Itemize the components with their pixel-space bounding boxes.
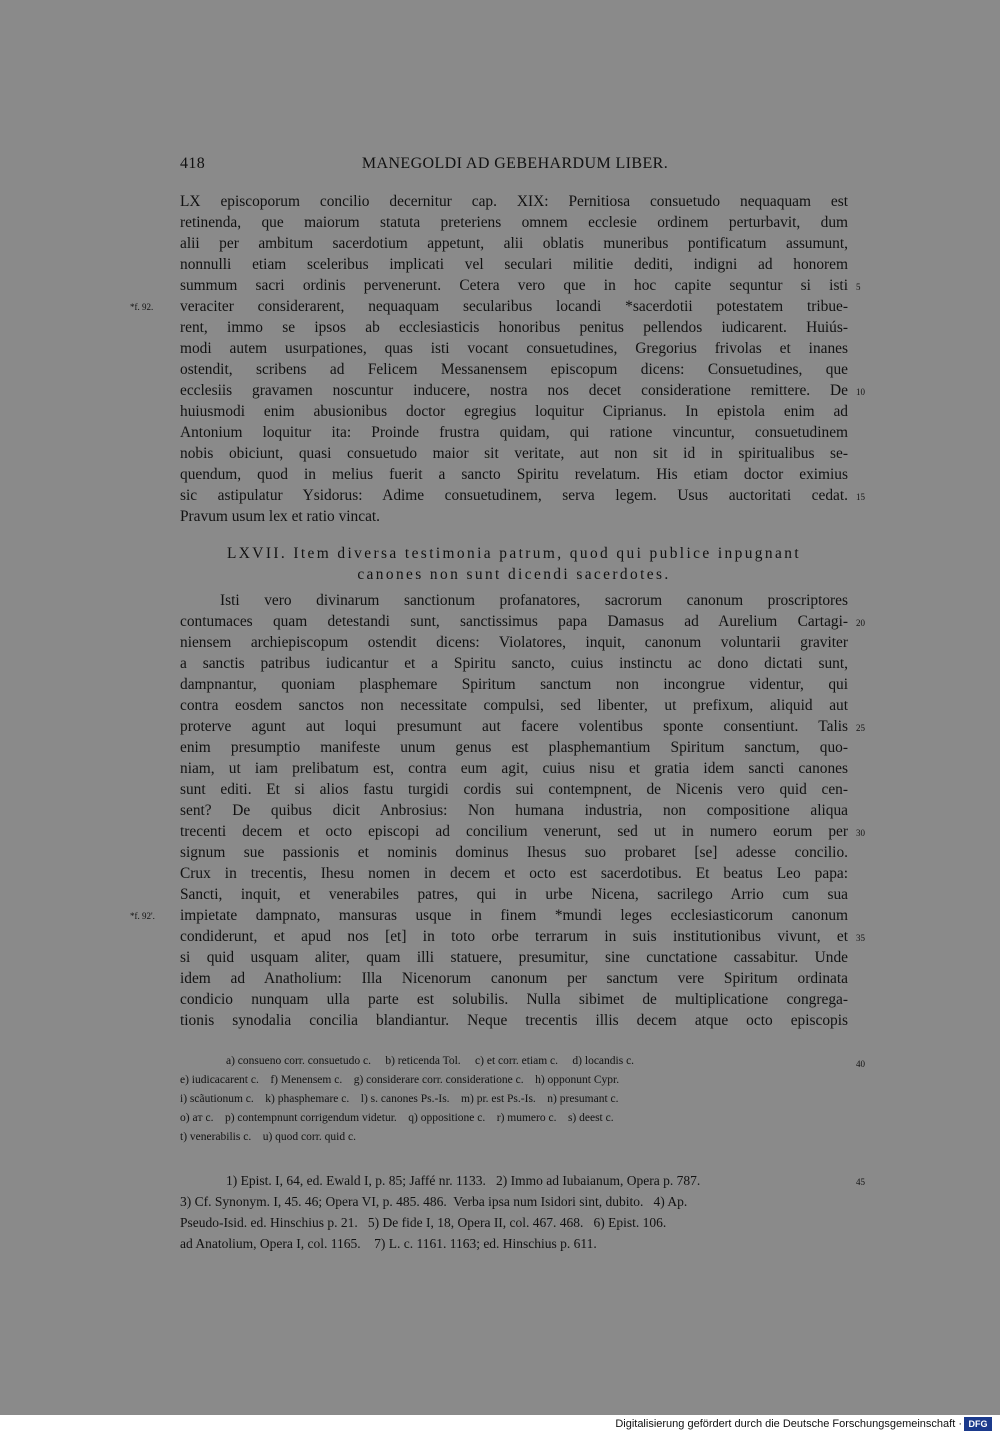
apparatus-line: e) iudicacarent c. f) Menensem c. g) considerare corr. consideratione c. h) opponunt Cypr. <box>180 1074 620 1086</box>
text-line: impietate dampnato, mansuras usque in finem *mundi leges ecclesiasticorum canonum <box>180 907 848 924</box>
running-title: MANEGOLDI AD GEBEHARDUM LIBER. <box>361 155 669 172</box>
line-number: 10 <box>856 387 865 397</box>
text-line: nonnulli etiam sceleribus implicati vel seculari militie dediti, indigni ad honorem <box>180 256 848 273</box>
text-line: contra eosdem sanctos non necessitate compulsi, sed libenter, ut prefixum, aliquid aut <box>180 697 848 714</box>
line-number: 45 <box>856 1177 865 1187</box>
text-line: huiusmodi enim abusionibus doctor egregius loquitur Ciprianus. In epistola enim ad <box>180 403 848 420</box>
text-line: enim presumptio manifeste unum genus est plasphemantium Spiritum sanctum, quo- <box>180 739 848 756</box>
chapter-heading-line: canones non sunt dicendi sacerdotes. <box>357 566 671 583</box>
folio-marker: *f. 92. <box>130 302 154 312</box>
text-line: Crux in trecentis, Ihesu nomen in decem et octo est sacerdotibus. Et beatus Leo papa: <box>180 865 848 882</box>
line-number: 20 <box>856 618 865 628</box>
apparatus-line: t) venerabilis c. u) quod corr. quid c. <box>180 1131 356 1143</box>
text-line: retinenda, que maiorum statuta preteriens omnem ecclesie ordinem perturbavit, dum <box>180 214 848 231</box>
text-line: Isti vero divinarum sanctionum profanatores, sacrorum canonum proscriptores <box>220 592 848 609</box>
text-line: tionis synodalia concilia blandiantur. Neque trecentis illis decem atque octo episcopis <box>180 1012 848 1029</box>
line-number: 15 <box>856 492 865 502</box>
text-line: dampnantur, quoniam plasphemare Spiritum sanctum non incongrue videntur, qui <box>180 676 848 693</box>
dfg-logo: DFG <box>964 1417 992 1431</box>
text-line: proterve agunt aut loqui presumunt aut facere volentibus sponte consentiunt. Talis <box>180 718 848 735</box>
text-line: idem ad Anatholium: Illa Nicenorum canonum per sanctum vere Spiritum ordinata <box>180 970 848 987</box>
text-line: veraciter considerarent, nequaquam secularibus locandi *sacerdotii potestatem tribue- <box>180 298 848 315</box>
apparatus-line: i) scãutionum c. k) phasphemare c. l) s. canones Ps.-Is. m) pr. est Ps.-Is. n) presumant c. <box>180 1093 619 1105</box>
footer-bar <box>0 1415 1000 1434</box>
apparatus-line: a) consueno corr. consuetudo c. b) reticenda Tol. c) et corr. etiam c. d) locandis c. <box>226 1055 635 1067</box>
text-line: rent, immo se ipsos ab ecclesiasticis honoribus penitus pellendos iudicarent. Huiús- <box>180 319 848 336</box>
text-line: Antonium loquitur ita: Proinde frustra quidam, qui ratione vincuntur, consuetudinem <box>180 424 848 441</box>
text-line: sent? De quibus dicit Anbrosius: Non humana industria, non compositione aliqua <box>180 802 848 819</box>
text-line: niensem archiepiscopum ostendit dicens: Violatores, inquit, canonum voluntarii graviter <box>180 634 848 651</box>
note-line: ad Anatolium, Opera I, col. 1165. 7) L. c. 1161. 1163; ed. Hinschius p. 611. <box>180 1236 597 1251</box>
text-line: condicio nunquam ulla parte est solubilis. Nulla sibimet de multiplicatione congrega- <box>180 991 848 1008</box>
text-line: condiderunt, et apud nos [et] in toto orbe terrarum in suis institutionibus vivunt, et <box>180 928 848 945</box>
line-number: 5 <box>856 282 861 292</box>
chapter-heading-line: LXVII. Item diversa testimonia patrum, quod qui publice inpugnant <box>226 545 802 562</box>
text-line: niam, ut iam prelibatum est, contra eum agit, cuius nisu et gratia idem sancti canones <box>180 760 848 777</box>
text-line: Pravum usum lex et ratio vincat. <box>180 508 381 525</box>
line-number: 40 <box>856 1059 865 1069</box>
line-number: 35 <box>856 933 865 943</box>
text-line: nobis obiciunt, quasi consuetudo maior sit veritate, aut non sit id in spiritualibus se- <box>180 445 848 462</box>
text-line: alii per ambitum sacerdotium appetunt, alii oblatis muneribus pontificatum assumunt, <box>180 235 848 252</box>
text-line: signum sue passionis et nominis dominus Ihesus suo probaret [se] adesse concilio. <box>180 844 848 861</box>
text-line: sic astipulatur Ysidorus: Adime consuetudinem, serva legem. Usus auctoritati cedat. <box>180 487 848 504</box>
line-number: 25 <box>856 723 865 733</box>
funding-credit: Digitalisierung gefördert durch die Deutsche Forschungsgemeinschaft · <box>615 1418 962 1430</box>
folio-marker: *f. 92'. <box>130 911 155 921</box>
text-line: contumaces quam detestandi sunt, sanctissimus papa Damasus ad Aurelium Cartagi- <box>180 613 848 630</box>
note-line: Pseudo-Isid. ed. Hinschius p. 21. 5) De fide I, 18, Opera II, col. 467. 468. 6) Epist. 106. <box>180 1215 667 1230</box>
text-line: a sanctis patribus iudicantur et a Spiritu sancto, cuius instinctu ac dono dictati sunt, <box>180 655 848 672</box>
text-line: modi autem usurpationes, quas isti vocant consuetudines, Gregorius frivolas et inanes <box>180 340 848 357</box>
note-line: 3) Cf. Synonym. I, 45. 46; Opera VI, p. 485. 486. Verba ipsa num Isidori sint, dubito. 4) Ap. <box>180 1194 688 1209</box>
page-header <box>180 155 850 179</box>
text-line: sunt editi. Et si alios fastu turgidi cordis sui contempnent, de Nicenis vero quid cen- <box>180 781 848 798</box>
text-line: ostendit, scribens ad Felicem Messanensem episcopum dicens: Consuetudines, que <box>180 361 848 378</box>
text-line: Sancti, inquit, et venerabiles patres, qui in urbe Nicena, sacrilego Arrio cum sua <box>180 886 848 903</box>
text-line: si quid usquam aliter, quam illi statuere, presumitur, sine cunctatione cassabitur. Unde <box>180 949 848 966</box>
text-line: summum sacri ordinis pervenerunt. Cetera vero que in hoc capite sequntur si isti <box>180 277 848 294</box>
text-line: ecclesiis gravamen noscuntur inducere, nostra nos decet consideratione remittere. De <box>180 382 848 399</box>
apparatus-line: o) aт c. p) contempnunt corrigendum videtur. q) oppositione c. r) mumero c. s) deest c. <box>180 1112 614 1124</box>
note-line: 1) Epist. I, 64, ed. Ewald I, p. 85; Jaffé nr. 1133. 2) Immo ad Iubaianum, Opera p. 787. <box>226 1173 701 1188</box>
page-number: 418 <box>180 155 206 172</box>
text-line: trecenti decem et octo episcopi ad concilium venerunt, sed ut in numero eorum per <box>180 823 848 840</box>
text-line: LX episcoporum concilio decernitur cap. XIX: Pernitiosa consuetudo nequaquam est <box>180 193 848 210</box>
text-line: quendum, quod in melius fuerit a sancto Spiritu revelatum. His etiam doctor eximius <box>180 466 848 483</box>
line-number: 30 <box>856 828 865 838</box>
